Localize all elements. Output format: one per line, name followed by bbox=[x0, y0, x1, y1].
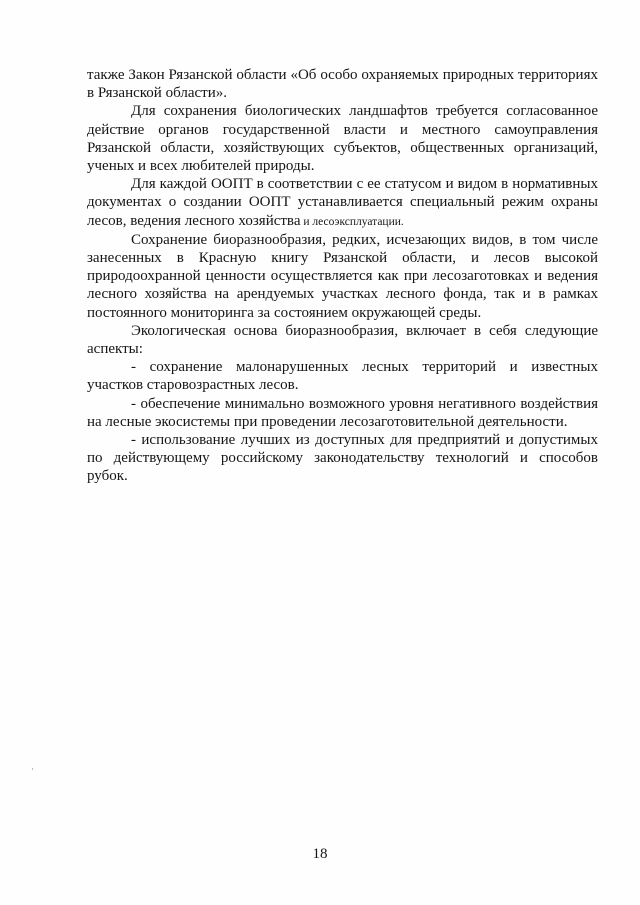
paragraph-biodiversity-conservation: Сохранение биоразнообразия, редких, исчезающих видов, в том числе занесенных в Красную книгу Рязанской области, и лесов высокой природоохранной ценности осуществляется как при лесозаготовках и ведения лесного хозяйства на арендуемых участках лесного фонда, так и в рамках постоянного мониторинга за состоянием окружающей среды. bbox=[87, 231, 598, 321]
document-body bbox=[87, 66, 598, 486]
page-number: 18 bbox=[312, 846, 328, 862]
paragraph-ecological-basis: Экологическая основа биоразнообразия, включает в себя следующие аспекты: bbox=[87, 322, 598, 358]
scan-speck bbox=[32, 768, 33, 770]
list-item-minimal-impact: - обеспечение минимально возможного уровня негативного воздействия на лесные экосистемы при проведении лесозаготовительной деятельности. bbox=[87, 395, 598, 430]
paragraph-law-reference: также Закон Рязанской области «Об особо охраняемых природных территориях в Рязанской области». bbox=[87, 67, 598, 102]
paragraph-protection-regime bbox=[87, 175, 598, 231]
paragraph-protection-regime-tail: и лесоэксплуатации. bbox=[300, 215, 404, 228]
paragraph-protection-regime-main: Для каждой ООПТ в соответствии с ее статусом и видом в нормативных документах о создании ООПТ устанавливается специальный режим охраны лесов, ведения лесного хозяйства bbox=[87, 176, 598, 229]
list-item-best-technologies: - использование лучших из доступных для предприятий и допустимых по действующему российскому законодательству технологий и способов рубок. bbox=[87, 432, 598, 485]
paragraph-landscape-preservation: Для сохранения биологических ландшафтов требуется согласованное действие органов государственной власти и местного самоуправления Рязанской области, хозяйствующих субъектов, общественных организаций, ученых и всех любителей природы. bbox=[87, 103, 598, 175]
list-item-undisturbed-forests: - сохранение малонарушенных лесных территорий и известных участков старовозрастных лесов. bbox=[87, 359, 598, 394]
